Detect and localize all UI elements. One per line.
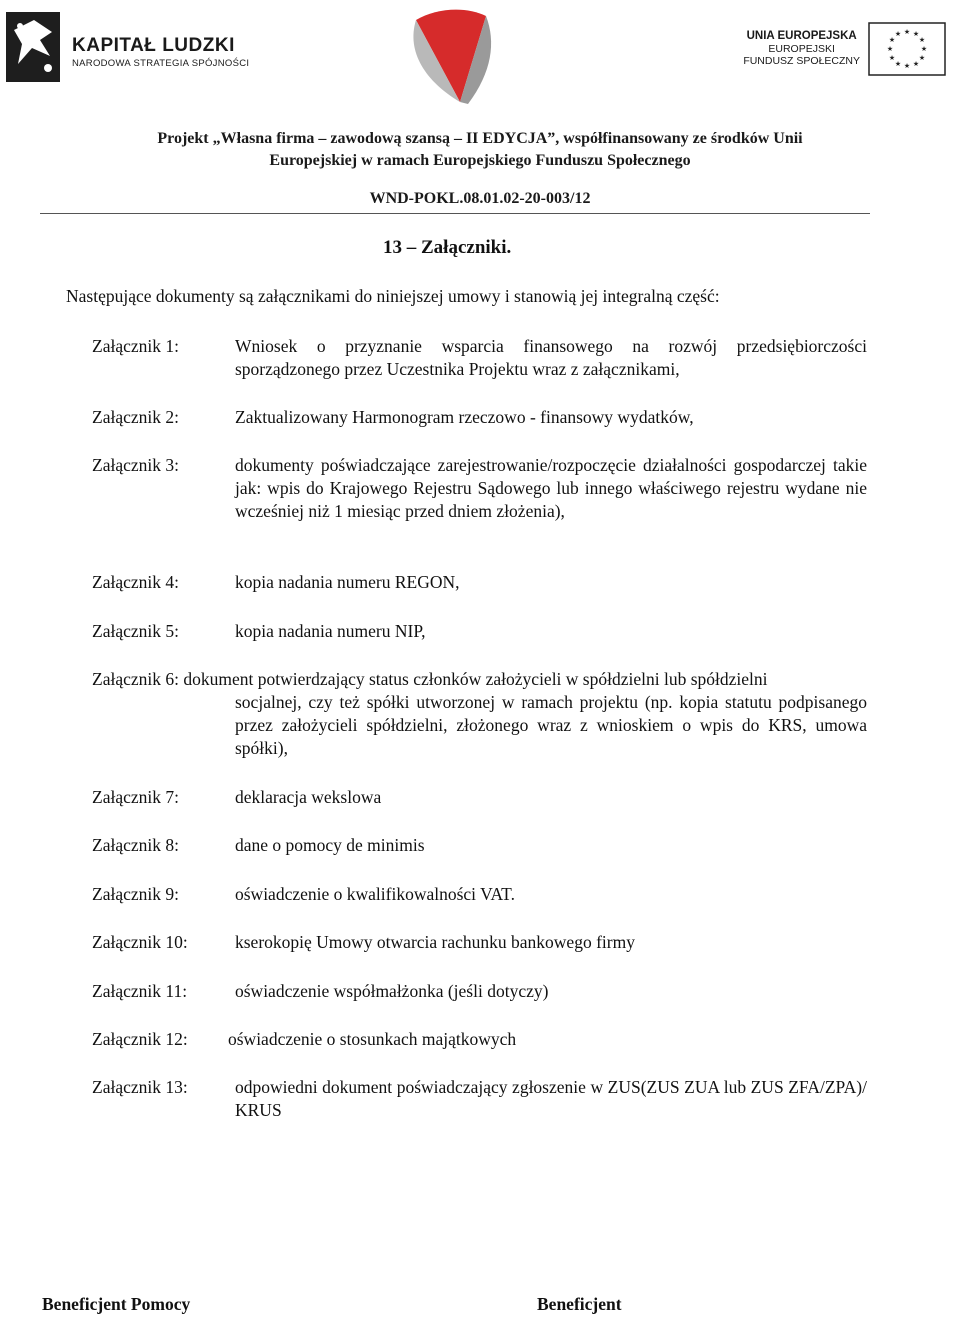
kapital-ludzki-text (72, 36, 249, 69)
attachment-text: dane o pomocy de minimis (235, 835, 425, 855)
eu-text (743, 30, 860, 67)
attachment-text: oświadczenie współmałżonka (jeśli dotyczy) (235, 981, 549, 1001)
kl-title: KAPITAŁ LUDZKI (72, 35, 235, 56)
attachment-label: Załącznik 4: (92, 572, 179, 592)
project-line-1: Projekt „Własna firma – zawodową szansą – II EDYCJA”, współfinansowany ze środków Unii (157, 130, 803, 147)
svg-text:★: ★ (894, 60, 902, 68)
attachment-text: deklaracja wekslowa (235, 787, 382, 807)
attachment-row (92, 668, 867, 758)
attachment-first-line (92, 668, 867, 691)
svg-text:★: ★ (918, 54, 926, 62)
eu-flag-icon (868, 22, 946, 76)
kapital-ludzki-logo-icon (4, 10, 66, 86)
project-line-2: Europejskiej w ramach Europejskiego Funduszu Społecznego (269, 152, 691, 169)
sail-logo-icon (396, 2, 506, 108)
project-title (0, 128, 960, 172)
attachment-text: Zaktualizowany Harmonogram rzeczowo - finansowy wydatków, (235, 407, 694, 427)
attachment-text-first: dokument potwierdzający status członków założycieli w spółdzielni lub spółdzielni (183, 669, 768, 689)
header-divider (40, 213, 870, 214)
attachment-text: kopia nadania numeru REGON, (235, 572, 460, 592)
kl-subtitle: NARODOWA STRATEGIA SPÓJNOŚCI (72, 58, 250, 69)
svg-text:★: ★ (894, 30, 902, 38)
attachment-text: odpowiedni dokument poświadczający zgłoszenie w ZUS(ZUS ZUA lub ZUS ZFA/ZPA)/ KRUS (235, 1077, 867, 1120)
attachment-text: oświadczenie o kwalifikowalności VAT. (235, 884, 515, 904)
attachment-text: Wniosek o przyznanie wsparcia finansowego na rozwój przedsiębiorczości sporządzonego przez Uczestnika Projektu wraz z załącznikami, (235, 336, 867, 379)
svg-text:★: ★ (886, 45, 894, 53)
signature-beneficiary-aid: Beneficjent Pomocy (42, 1294, 191, 1314)
eu-line-1: UNIA EUROPEJSKA (746, 30, 857, 42)
attachment-label: Załącznik 6: (92, 669, 179, 689)
attachment-text: socjalnej, czy też spółki utworzonej w ramach projektu (np. kopia statutu podpisanego przez założycieli spółdzielni, złożonego wraz z wnioskiem o wpis do KRS, umowa spółki), (235, 692, 867, 758)
section-intro: Następujące dokumenty są załącznikami do niniejszej umowy i stanowią jej integralną część: (66, 286, 720, 306)
attachment-label: Załącznik 10: (92, 932, 188, 952)
attachment-label: Załącznik 8: (92, 835, 179, 855)
section-heading: 13 – Załączniki. (383, 237, 512, 258)
eu-line-2: EUROPEJSKI (768, 43, 835, 55)
attachment-text: dokumenty poświadczające zarejestrowanie/rozpoczęcie działalności gospodarczej takie jak: wpis do Krajowego Rejestru Sądowego lub innego właściwego rejestru wydane nie wcześniej niż 1 miesiąc przed dniem złożenia), (235, 455, 867, 521)
attachment-text: oświadczenie o stosunkach majątkowych (228, 1029, 517, 1049)
header-logos (0, 0, 960, 110)
svg-text:★: ★ (888, 54, 896, 62)
svg-text:★: ★ (888, 36, 896, 44)
svg-text:★: ★ (912, 60, 920, 68)
signature-beneficiary: Beneficjent (537, 1294, 622, 1314)
attachment-label: Załącznik 5: (92, 621, 179, 641)
svg-text:★: ★ (903, 28, 911, 36)
attachment-label: Załącznik 11: (92, 981, 188, 1001)
attachment-text: kopia nadania numeru NIP, (235, 621, 426, 641)
attachment-label: Załącznik 13: (92, 1077, 188, 1097)
attachment-label: Załącznik 3: (92, 455, 179, 475)
attachment-label: Załącznik 2: (92, 407, 179, 427)
svg-text:★: ★ (918, 36, 926, 44)
attachment-label: Załącznik 1: (92, 336, 179, 356)
svg-text:★: ★ (920, 45, 928, 53)
attachment-text: kserokopię Umowy otwarcia rachunku bankowego firmy (235, 932, 635, 952)
attachment-label: Załącznik 9: (92, 884, 179, 904)
attachment-label: Załącznik 7: (92, 787, 179, 807)
eu-line-3: FUNDUSZ SPOŁECZNY (743, 55, 860, 67)
svg-text:★: ★ (903, 62, 911, 70)
svg-text:★: ★ (912, 30, 920, 38)
project-code: WND-POKL.08.01.02-20-003/12 (369, 190, 591, 207)
attachment-label: Załącznik 12: (92, 1029, 188, 1049)
